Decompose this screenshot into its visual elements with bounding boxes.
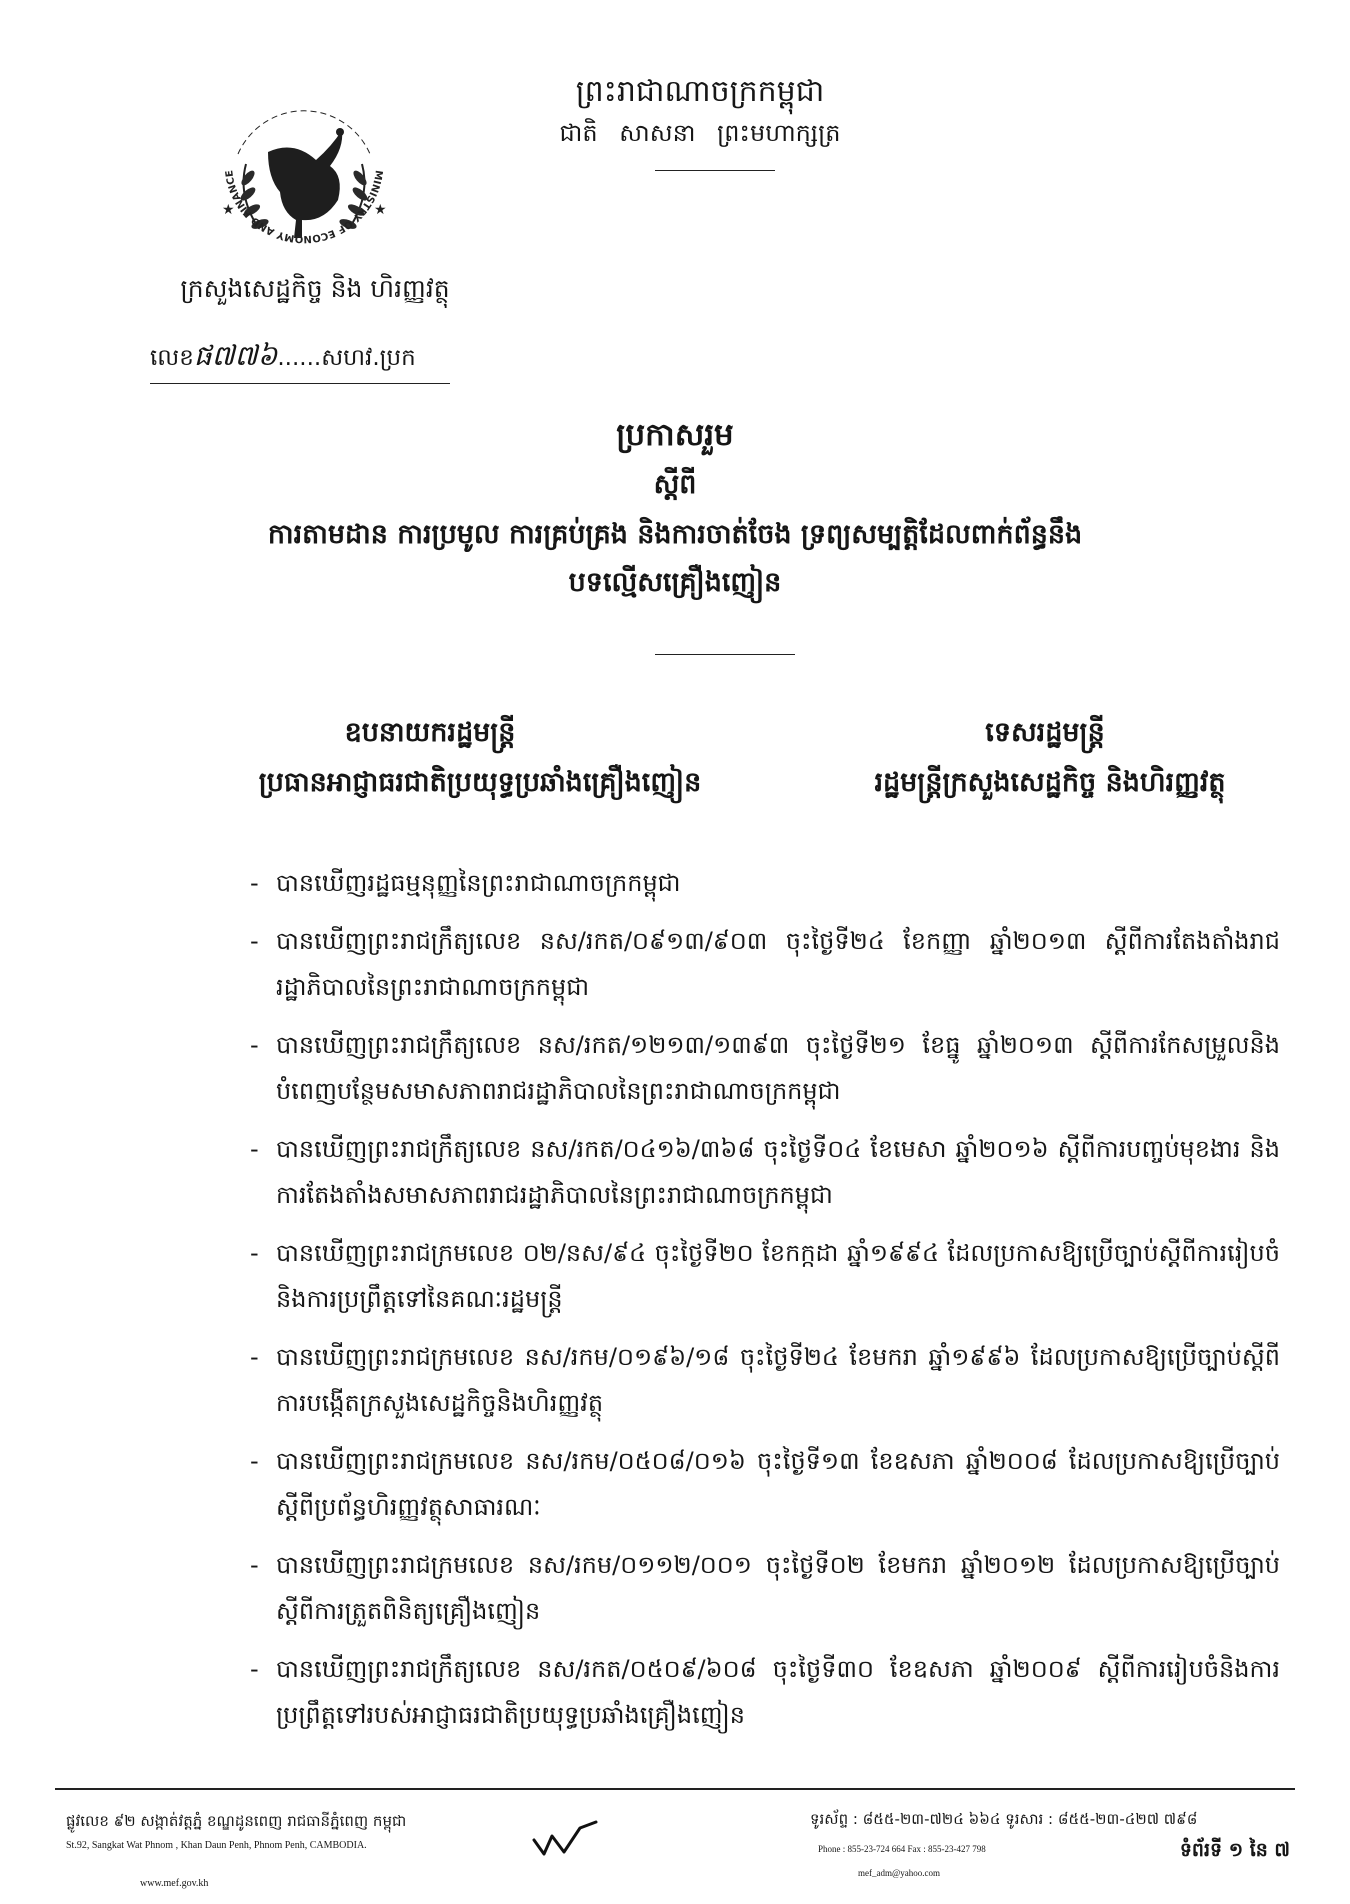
preamble-item: - បានឃើញព្រះរាជក្រឹត្យលេខ នស/រកត/០៤១៦/៣៦៨ ចុះថ្ងៃទី០៤ ខែមេសា ឆ្នាំ២០១៦ ស្តីពីការបញ្ចប់មុខងារ និងការតែងតាំងសមាសភាពរាជរដ្ឋាភិបាលនៃព្រះរាជាណាចក្រកម្ពុជា <box>250 1126 1280 1218</box>
seal-text: MINISTRY OF ECONOMY AND FINANCE <box>224 169 384 245</box>
preamble-item: - បានឃើញព្រះរាជក្រមលេខ នស/រកម/០៥០៨/០១៦ ចុះថ្ងៃទី១៣ ខែឧសភា ឆ្នាំ២០០៨ ដែលប្រកាសឱ្យប្រើច្បាប់ស្តីពីប្រព័ន្ធហិរញ្ញវត្ថុសាធារណៈ <box>250 1438 1280 1530</box>
document-about: ស្តីពី <box>653 469 697 500</box>
preamble-item: - បានឃើញព្រះរាជក្រឹត្យលេខ នស/រកត/០៩១៣/៩០៣ ចុះថ្ងៃទី២៤ ខែកញ្ញា ឆ្នាំ២០១៣ ស្តីពីការតែងតាំងរាជរដ្ឋាភិបាលនៃព្រះរាជាណាចក្រកម្ពុជា <box>250 918 1280 1010</box>
left-signatory-title: ឧបនាយករដ្ឋមន្ត្រី <box>344 717 516 748</box>
ref-prefix: លេខ <box>150 345 194 371</box>
header-divider <box>655 170 775 171</box>
preamble-item: - បានឃើញព្រះរាជក្រមលេខ ០២/នស/៩៤ ចុះថ្ងៃទី២០ ខែកក្កដា ឆ្នាំ១៩៩៤ ដែលប្រកាសឱ្យប្រើច្បាប់ស្តីពីការរៀបចំ និងការប្រព្រឹត្តទៅនៃគណៈរដ្ឋមន្ត្រី <box>250 1230 1280 1322</box>
ref-handwritten-number: ផ៧៧៦ <box>193 339 278 372</box>
left-signatory-role: ប្រធានអាជ្ញាធរជាតិប្រយុទ្ធប្រឆាំងគ្រឿងញៀន <box>258 767 702 798</box>
ministry-seal <box>198 74 410 286</box>
footer-divider <box>55 1788 1295 1790</box>
preamble-list <box>250 860 1280 1750</box>
preamble-item: - បានឃើញព្រះរាជក្រមលេខ នស/រកម/០១១២/០០១ ចុះថ្ងៃទី០២ ខែមករា ឆ្នាំ២០១២ ដែលប្រកាសឱ្យប្រើច្បាប់ស្តីពីការត្រួតពិនិត្យគ្រឿងញៀន <box>250 1542 1280 1634</box>
footer-phone-khmer: ទូរស័ព្ទ : ៨៥៥-២៣-៧២៤ ៦៦៤ ទូរសារ : ៨៥៥-២៣-៤២៧ ៧៩៨ <box>810 1810 1198 1828</box>
footer-email: mef_adm@yahoo.com <box>858 1868 941 1878</box>
footer-address-khmer: ផ្លូវលេខ ៩២ សង្កាត់វត្តភ្នំ ខណ្ឌដូនពេញ រាជធានីភ្នំពេញ កម្ពុជា <box>66 1812 407 1830</box>
title-divider <box>655 654 795 655</box>
right-signatory-role: រដ្ឋមន្ត្រីក្រសួងសេដ្ឋកិច្ច និងហិរញ្ញវត្ថុ <box>874 767 1226 798</box>
ministry-name: ក្រសួងសេដ្ឋកិច្ច និង ហិរញ្ញវត្ថុ <box>180 274 450 303</box>
document-type: ប្រកាសរួម <box>616 417 734 453</box>
svg-text:★: ★ <box>222 202 235 218</box>
svg-text:★: ★ <box>374 202 387 218</box>
subject-line-2: បទល្មើសគ្រឿងញៀន <box>568 567 782 598</box>
national-motto: ជាតិ សាសនា ព្រះមហាក្សត្រ <box>559 119 841 147</box>
page-number: ទំព័រទី ១ នៃ ៧ <box>1179 1839 1290 1861</box>
kingdom-heading: ព្រះរាជាណាចក្រកម្ពុជា <box>575 74 825 109</box>
footer-phone-english: Phone : 855-23-724 664 Fax : 855-23-427 798 <box>818 1844 986 1854</box>
subject-line-1: ការតាមដាន ការប្រមូល ការគ្រប់គ្រង និងការចាត់ចែង ទ្រព្យសម្បត្តិដែលពាក់ព័ន្ធនឹង <box>267 519 1083 550</box>
preamble-item: - បានឃើញព្រះរាជក្រឹត្យលេខ នស/រកត/១២១៣/១៣៩៣ ចុះថ្ងៃទី២១ ខែធ្នូ ឆ្នាំ២០១៣ ស្តីពីការកែសម្រួលនិងបំពេញបន្ថែមសមាសភាពរាជរដ្ឋាភិបាលនៃព្រះរាជាណាចក្រកម្ពុជា <box>250 1022 1280 1114</box>
preamble-item: - បានឃើញរដ្ឋធម្មនុញ្ញនៃព្រះរាជាណាចក្រកម្ពុជា <box>250 860 1280 906</box>
seal-graphic <box>198 74 410 286</box>
ref-suffix: ......សហវ.ប្រក <box>277 345 416 371</box>
initials-mark <box>530 1818 600 1862</box>
footer-address-english: St.92, Sangkat Wat Phnom , Khan Daun Penh, Phnom Penh, CAMBODIA. <box>66 1840 367 1851</box>
preamble-item: - បានឃើញព្រះរាជក្រមលេខ នស/រកម/០១៩៦/១៨ ចុះថ្ងៃទី២៤ ខែមករា ឆ្នាំ១៩៩៦ ដែលប្រកាសឱ្យប្រើច្បាប់ស្តីពីការបង្កើតក្រសួងសេដ្ឋកិច្ចនិងហិរញ្ញវត្ថុ <box>250 1334 1280 1426</box>
footer-website: www.mef.gov.kh <box>140 1878 209 1889</box>
preamble-item: - បានឃើញព្រះរាជក្រឹត្យលេខ នស/រកត/០៥០៩/៦០៨ ចុះថ្ងៃទី៣០ ខែឧសភា ឆ្នាំ២០០៩ ស្តីពីការរៀបចំនិងការប្រព្រឹត្តទៅរបស់អាជ្ញាធរជាតិប្រយុទ្ធប្រឆាំងគ្រឿងញៀន <box>250 1646 1280 1738</box>
reference-number <box>150 338 450 384</box>
right-signatory-title: ទេសរដ្ឋមន្ត្រី <box>985 717 1105 748</box>
